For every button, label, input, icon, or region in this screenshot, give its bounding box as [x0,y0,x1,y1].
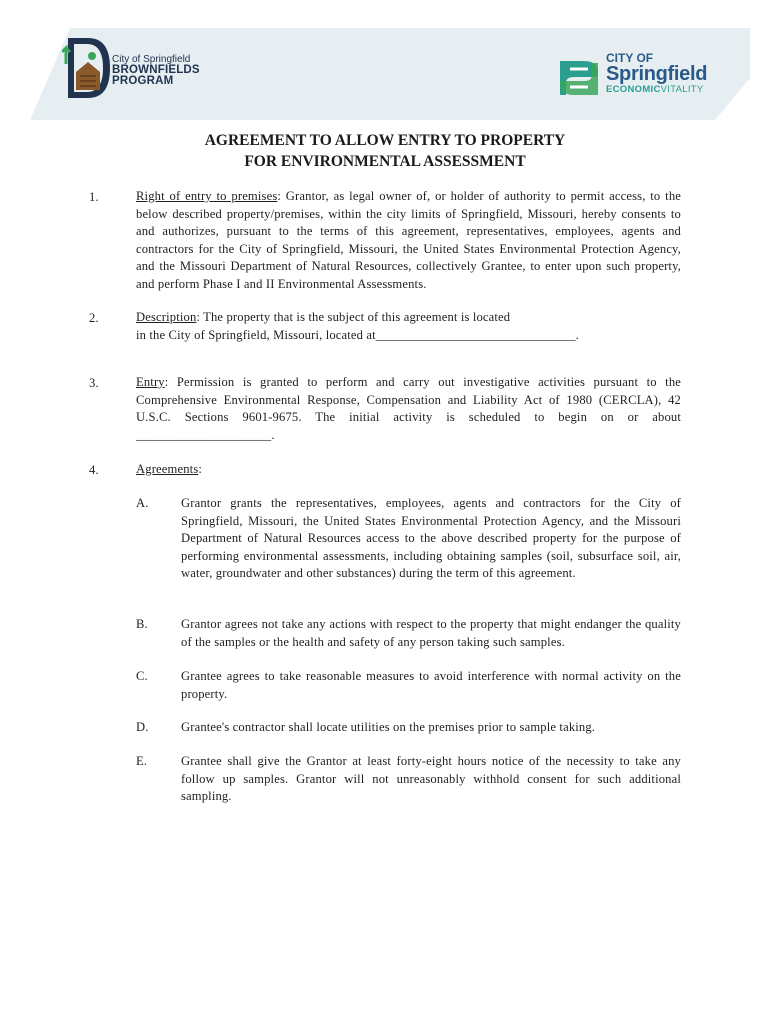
economic-vitality-logo-icon [554,55,604,101]
agreement-letter-b: B. [136,617,148,631]
logo-vitality: VITALITY [660,84,704,95]
agreement-d-text: Grantee's contractor shall locate utilities on the premises prior to sample taking. [181,720,596,734]
agreement-a-text: Grantor grants the representatives, employees, agents and contractors for the City of Springfield, Missouri, the United States Environmental Protection Agency, and the Missouri Department of Natural Resources access to the above described property for the purpose of performing environmental assessments, including obtaining samples (soil, subsurface soil, air, water, groundwater and other substances) during the term of this agreement. [181,496,681,580]
logo-city-line: City of Springfield [112,54,191,65]
logo-economic-vitality [606,84,707,96]
section-1-paragraph [136,188,681,293]
section-2-heading: Description [136,310,197,324]
agreement-letter-a: A. [136,496,149,510]
economic-vitality-logo-text [606,52,707,96]
logo-springfield: Springfield [606,63,708,85]
section-2-paragraph [136,309,696,344]
section-1-heading: Right of entry to premises [136,189,278,203]
section-3-text: : Permission is granted to perform and carry out investigative activities pursuant to the Comprehensive Environmental Response, Compensation and Liability Act of 1980 (CERCLA), 42 U.S.C. Sections 9601-9675. The initial activity is scheduled to begin on or about _____________________. [136,375,681,442]
agreement-c-text: Grantee agrees to take reasonable measures to avoid interference with normal activity on the property. [181,669,681,701]
logo-city-of: CITY OF [606,51,654,65]
logo-program-line: PROGRAM [112,75,174,87]
section-2-text-line1: : The property that is the subject of this agreement is located [196,310,511,324]
title-line-2: FOR ENVIRONMENTAL ASSESSMENT [244,153,526,170]
agreement-b-text: Grantor agrees not take any actions with respect to the property that might endanger the quality of the samples or the health and safety of any person taking such samples. [181,617,681,649]
section-number-4: 4. [89,463,99,477]
section-number-3: 3. [89,376,99,390]
title-line-1: AGREEMENT TO ALLOW ENTRY TO PROPERTY [204,132,566,149]
brownfields-logo-text [112,54,200,87]
section-number-1: 1. [89,190,99,204]
agreement-e-text: Grantee shall give the Grantor at least forty-eight hours notice of the necessity to take any follow up samples. Grantor will not unreasonably withhold consent for such additional sampling. [181,754,681,803]
section-3-heading: Entry [136,375,165,389]
document-title [100,130,670,172]
agreement-letter-e: E. [136,754,148,768]
logo-economic: ECONOMIC [606,84,661,95]
section-4-paragraph [136,461,202,479]
section-1-text: : Grantor, as legal owner of, or holder of authority to permit access, to the below described property/premises, within the city limits of Springfield, Missouri, hereby consents to and authorizes, pursuant to the terms of this agreement, representatives, employees, agents and contractors for the City of Springfield, Missouri, the United States Environmental Protection Agency, and the Missouri Department of Natural Resources, collectively Grantee, to enter upon such property, and perform Phase I and II Environmental Assessments. [136,189,681,291]
section-4-text: : [198,462,203,476]
agreement-letter-d: D. [136,720,149,734]
logo-brownfields-line: BROWNFIELDS [112,64,200,76]
agreement-letter-c: C. [136,669,148,683]
section-number-2: 2. [89,311,99,325]
section-4-heading: Agreements [136,462,199,476]
section-2-text-line2: in the City of Springfield, Missouri, located at_______________________________. [136,327,579,342]
section-3-paragraph [136,374,681,444]
